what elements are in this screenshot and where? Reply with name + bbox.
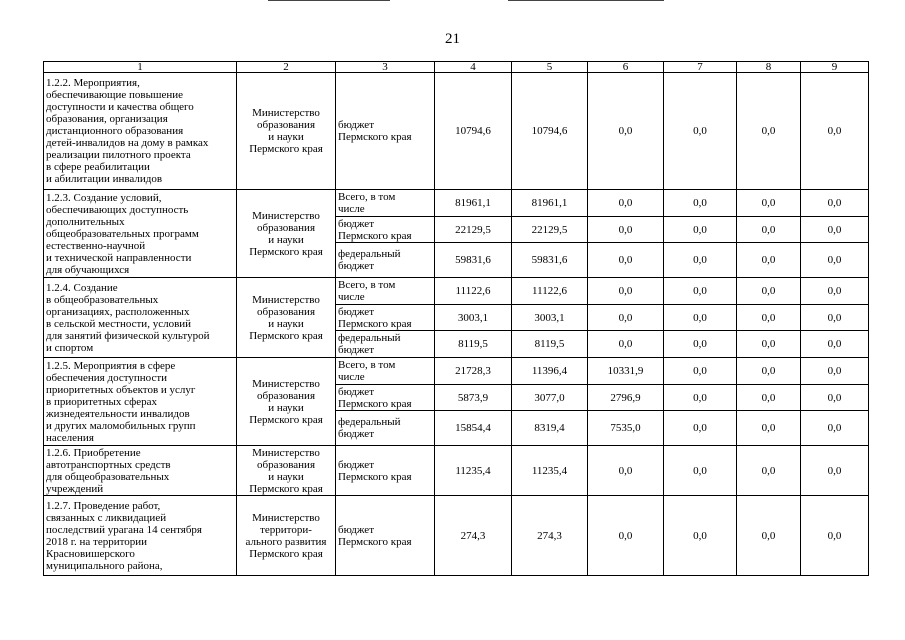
amount-cell: 0,0 [801, 190, 869, 217]
amount-cell: 0,0 [801, 73, 869, 190]
funding-source [336, 385, 435, 411]
responsible-org-line: Пермского края [249, 482, 323, 495]
measure-title [44, 496, 237, 576]
table-row [44, 358, 869, 385]
amount-cell: 0,0 [737, 411, 801, 446]
measure-title-line: в сельской местности, условий [46, 317, 192, 330]
measure-title-line: 1.2.7. Проведение работ, [46, 499, 161, 512]
funding-source [336, 73, 435, 190]
responsible-org-line: и науки [268, 470, 304, 483]
amount-cell: 274,3 [435, 496, 512, 576]
funding-source-line: Всего, в том [338, 279, 396, 291]
amount-cell: 0,0 [664, 190, 737, 217]
responsible-org-line: Министерство [252, 446, 320, 459]
measure-title-line: и спортом [46, 341, 94, 354]
funding-source-line: Пермского края [338, 397, 412, 410]
measure-title-line: 1.2.2. Мероприятия, [46, 77, 140, 89]
responsible-org-line: образования [256, 305, 316, 318]
measure-title [44, 190, 237, 278]
measure-title-line: естественно-научной [46, 239, 146, 252]
amount-cell: 0,0 [664, 305, 737, 331]
amount-cell: 0,0 [588, 217, 664, 243]
responsible-org-line: территори- [260, 523, 312, 536]
measure-title-line: приоритетных объектов и услуг [46, 383, 196, 396]
measure-title-line: организациях, расположенных [46, 305, 190, 318]
measure-title-line: обеспечения доступности [46, 371, 168, 384]
amount-cell: 11235,4 [435, 446, 512, 496]
amount-cell: 11122,6 [435, 278, 512, 305]
responsible-org-line: образования [256, 119, 316, 131]
responsible-org-line: Министерство [252, 377, 320, 390]
measure-title [44, 358, 237, 446]
top-rule-right [508, 0, 664, 1]
amount-cell: 3077,0 [512, 385, 588, 411]
funding-source-line: бюджет [338, 305, 374, 318]
amount-cell: 0,0 [801, 446, 869, 496]
amount-cell: 0,0 [801, 411, 869, 446]
funding-source-line: бюджет [338, 119, 374, 131]
responsible-org-line: Пермского края [249, 245, 323, 258]
amount-cell: 0,0 [801, 243, 869, 278]
amount-cell: 3003,1 [512, 305, 588, 331]
measure-title-line: детей-инвалидов на дому в рамках [46, 137, 209, 149]
amount-cell: 0,0 [664, 411, 737, 446]
amount-cell: 0,0 [737, 496, 801, 576]
column-number-5: 5 [512, 62, 588, 73]
amount-cell: 0,0 [737, 217, 801, 243]
amount-cell: 21728,3 [435, 358, 512, 385]
amount-cell: 0,0 [588, 190, 664, 217]
amount-cell: 0,0 [664, 217, 737, 243]
measure-title-line: доступности и качества общего [46, 101, 194, 113]
amount-cell: 0,0 [737, 243, 801, 278]
funding-source-line: бюджет [338, 428, 374, 440]
amount-cell: 11396,4 [512, 358, 588, 385]
amount-cell: 11235,4 [512, 446, 588, 496]
amount-cell: 0,0 [801, 278, 869, 305]
amount-cell: 22129,5 [435, 217, 512, 243]
funding-source-line: бюджет [338, 260, 374, 272]
budget-table [43, 61, 869, 576]
funding-source-line: федеральный [338, 332, 401, 344]
funding-source-line: числе [338, 291, 365, 303]
measure-title-line: общеобразовательных программ [46, 227, 199, 240]
funding-source-line: числе [338, 371, 365, 383]
measure-title [44, 278, 237, 358]
measure-title-line: образования, организация [46, 113, 168, 125]
amount-cell: 0,0 [801, 496, 869, 576]
responsible-org [237, 496, 336, 576]
measure-title-line: обеспечивающих доступность [46, 203, 189, 216]
amount-cell: 0,0 [664, 496, 737, 576]
amount-cell: 10794,6 [512, 73, 588, 190]
responsible-org [237, 278, 336, 358]
amount-cell: 0,0 [664, 385, 737, 411]
measure-title-line: муниципального района, [46, 559, 163, 572]
measure-title-line: в сфере реабилитации [46, 161, 150, 173]
responsible-org-line: Пермского края [249, 547, 323, 560]
measure-title-line: автотранспортных средств [46, 458, 171, 471]
measure-title-line: 1.2.5. Мероприятия в сфере [46, 359, 176, 372]
responsible-org-line: ального развития [245, 535, 327, 548]
measure-title-line: последствий урагана 14 сентября [46, 523, 202, 536]
amount-cell: 0,0 [664, 243, 737, 278]
funding-source-line: федеральный [338, 248, 401, 260]
measure-title-line: жизнедеятельности инвалидов [46, 407, 190, 420]
measure-title-line: в общеобразовательных [46, 293, 159, 306]
amount-cell: 0,0 [737, 278, 801, 305]
measure-title-line: 2018 г. на территории [46, 535, 148, 548]
amount-cell: 0,0 [737, 385, 801, 411]
amount-cell: 15854,4 [435, 411, 512, 446]
amount-cell: 0,0 [588, 305, 664, 331]
funding-source [336, 217, 435, 243]
funding-source-line: Пермского края [338, 317, 412, 330]
measure-title-line: для занятий физической культурой [46, 329, 210, 342]
measure-title-line: в приоритетных сферах [46, 395, 158, 408]
amount-cell: 0,0 [664, 331, 737, 358]
measure-title-line: дистанционного образования [46, 125, 184, 137]
column-number-9: 9 [801, 62, 869, 73]
responsible-org [237, 190, 336, 278]
responsible-org [237, 446, 336, 496]
funding-source-line: Пермского края [338, 470, 412, 483]
amount-cell: 7535,0 [588, 411, 664, 446]
measure-title [44, 446, 237, 496]
amount-cell: 0,0 [737, 331, 801, 358]
responsible-org-line: образования [256, 389, 316, 402]
amount-cell: 0,0 [801, 385, 869, 411]
amount-cell: 0,0 [801, 305, 869, 331]
table-row [44, 496, 869, 576]
responsible-org-line: Министерство [252, 107, 320, 119]
funding-source [336, 243, 435, 278]
column-number-6: 6 [588, 62, 664, 73]
funding-source-line: Пермского края [338, 131, 412, 143]
measure-title-line: дополнительных [46, 215, 125, 228]
amount-cell: 8119,5 [435, 331, 512, 358]
amount-cell: 81961,1 [435, 190, 512, 217]
amount-cell: 0,0 [588, 278, 664, 305]
table-row [44, 278, 869, 305]
page-number: 21 [445, 31, 460, 47]
funding-source [336, 496, 435, 576]
responsible-org-line: Пермского края [249, 413, 323, 426]
measure-title-line: и абилитации инвалидов [46, 173, 163, 185]
amount-cell: 0,0 [737, 358, 801, 385]
responsible-org-line: Пермского края [249, 143, 323, 155]
responsible-org-line: Министерство [252, 209, 320, 222]
amount-cell: 10331,9 [588, 358, 664, 385]
responsible-org-line: Пермского края [249, 329, 323, 342]
column-number-4: 4 [435, 62, 512, 73]
funding-source-line: Всего, в том [338, 359, 396, 371]
funding-source-line: Пермского края [338, 535, 412, 548]
measure-title-line: обеспечивающие повышение [46, 89, 184, 101]
measure-title-line: связанных с ликвидацией [46, 511, 167, 524]
column-number-2: 2 [237, 62, 336, 73]
measure-title-line: учреждений [46, 482, 104, 495]
amount-cell: 0,0 [588, 73, 664, 190]
funding-source [336, 411, 435, 446]
measure-title-line: населения [46, 431, 94, 444]
amount-cell: 0,0 [801, 217, 869, 243]
measure-title-line: реализации пилотного проекта [46, 149, 191, 161]
funding-source-line: бюджет [338, 523, 374, 536]
measure-title-line: 1.2.3. Создание условий, [46, 191, 162, 204]
funding-source-line: бюджет [338, 217, 374, 230]
measure-title [44, 73, 237, 190]
amount-cell: 0,0 [801, 358, 869, 385]
table-row [44, 73, 869, 190]
amount-cell: 0,0 [588, 331, 664, 358]
header-row [44, 62, 869, 73]
responsible-org-line: и науки [268, 131, 304, 143]
amount-cell: 2796,9 [588, 385, 664, 411]
amount-cell: 5873,9 [435, 385, 512, 411]
amount-cell: 0,0 [588, 446, 664, 496]
responsible-org-line: и науки [268, 317, 304, 330]
amount-cell: 0,0 [664, 358, 737, 385]
responsible-org-line: и науки [268, 401, 304, 414]
amount-cell: 0,0 [588, 496, 664, 576]
measure-title-line: для общеобразовательных [46, 470, 170, 483]
amount-cell: 3003,1 [435, 305, 512, 331]
amount-cell: 59831,6 [435, 243, 512, 278]
responsible-org-line: и науки [268, 233, 304, 246]
table-row [44, 190, 869, 217]
amount-cell: 0,0 [588, 243, 664, 278]
responsible-org-line: образования [256, 458, 316, 471]
funding-source-line: Пермского края [338, 229, 412, 242]
funding-source [336, 331, 435, 358]
amount-cell: 0,0 [737, 305, 801, 331]
responsible-org [237, 73, 336, 190]
table-row [44, 446, 869, 496]
funding-source [336, 446, 435, 496]
amount-cell: 0,0 [664, 73, 737, 190]
measure-title-line: и технической направленности [46, 251, 192, 264]
amount-cell: 0,0 [801, 331, 869, 358]
amount-cell: 0,0 [737, 73, 801, 190]
amount-cell: 8319,4 [512, 411, 588, 446]
measure-title-line: и других маломобильных групп [46, 419, 196, 432]
column-number-7: 7 [664, 62, 737, 73]
column-number-1: 1 [44, 62, 237, 73]
responsible-org-line: Министерство [252, 511, 320, 524]
funding-source [336, 278, 435, 305]
funding-source-line: бюджет [338, 344, 374, 356]
responsible-org [237, 358, 336, 446]
amount-cell: 22129,5 [512, 217, 588, 243]
funding-source-line: Всего, в том [338, 191, 396, 203]
column-number-8: 8 [737, 62, 801, 73]
amount-cell: 11122,6 [512, 278, 588, 305]
top-rule-left [268, 0, 390, 1]
amount-cell: 10794,6 [435, 73, 512, 190]
amount-cell: 274,3 [512, 496, 588, 576]
amount-cell: 59831,6 [512, 243, 588, 278]
measure-title-line: Красновишерского [46, 547, 135, 560]
amount-cell: 8119,5 [512, 331, 588, 358]
funding-source-line: федеральный [338, 416, 401, 428]
amount-cell: 0,0 [664, 278, 737, 305]
funding-source-line: бюджет [338, 385, 374, 398]
funding-source [336, 305, 435, 331]
funding-source [336, 190, 435, 217]
responsible-org-line: образования [256, 221, 316, 234]
measure-title-line: 1.2.4. Создание [46, 281, 118, 294]
amount-cell: 0,0 [737, 446, 801, 496]
measure-title-line: для обучающихся [46, 263, 130, 276]
column-number-3: 3 [336, 62, 435, 73]
funding-source-line: бюджет [338, 458, 374, 471]
funding-source [336, 358, 435, 385]
measure-title-line: 1.2.6. Приобретение [46, 446, 141, 459]
amount-cell: 81961,1 [512, 190, 588, 217]
funding-source-line: числе [338, 203, 365, 215]
amount-cell: 0,0 [737, 190, 801, 217]
responsible-org-line: Министерство [252, 293, 320, 306]
amount-cell: 0,0 [664, 446, 737, 496]
